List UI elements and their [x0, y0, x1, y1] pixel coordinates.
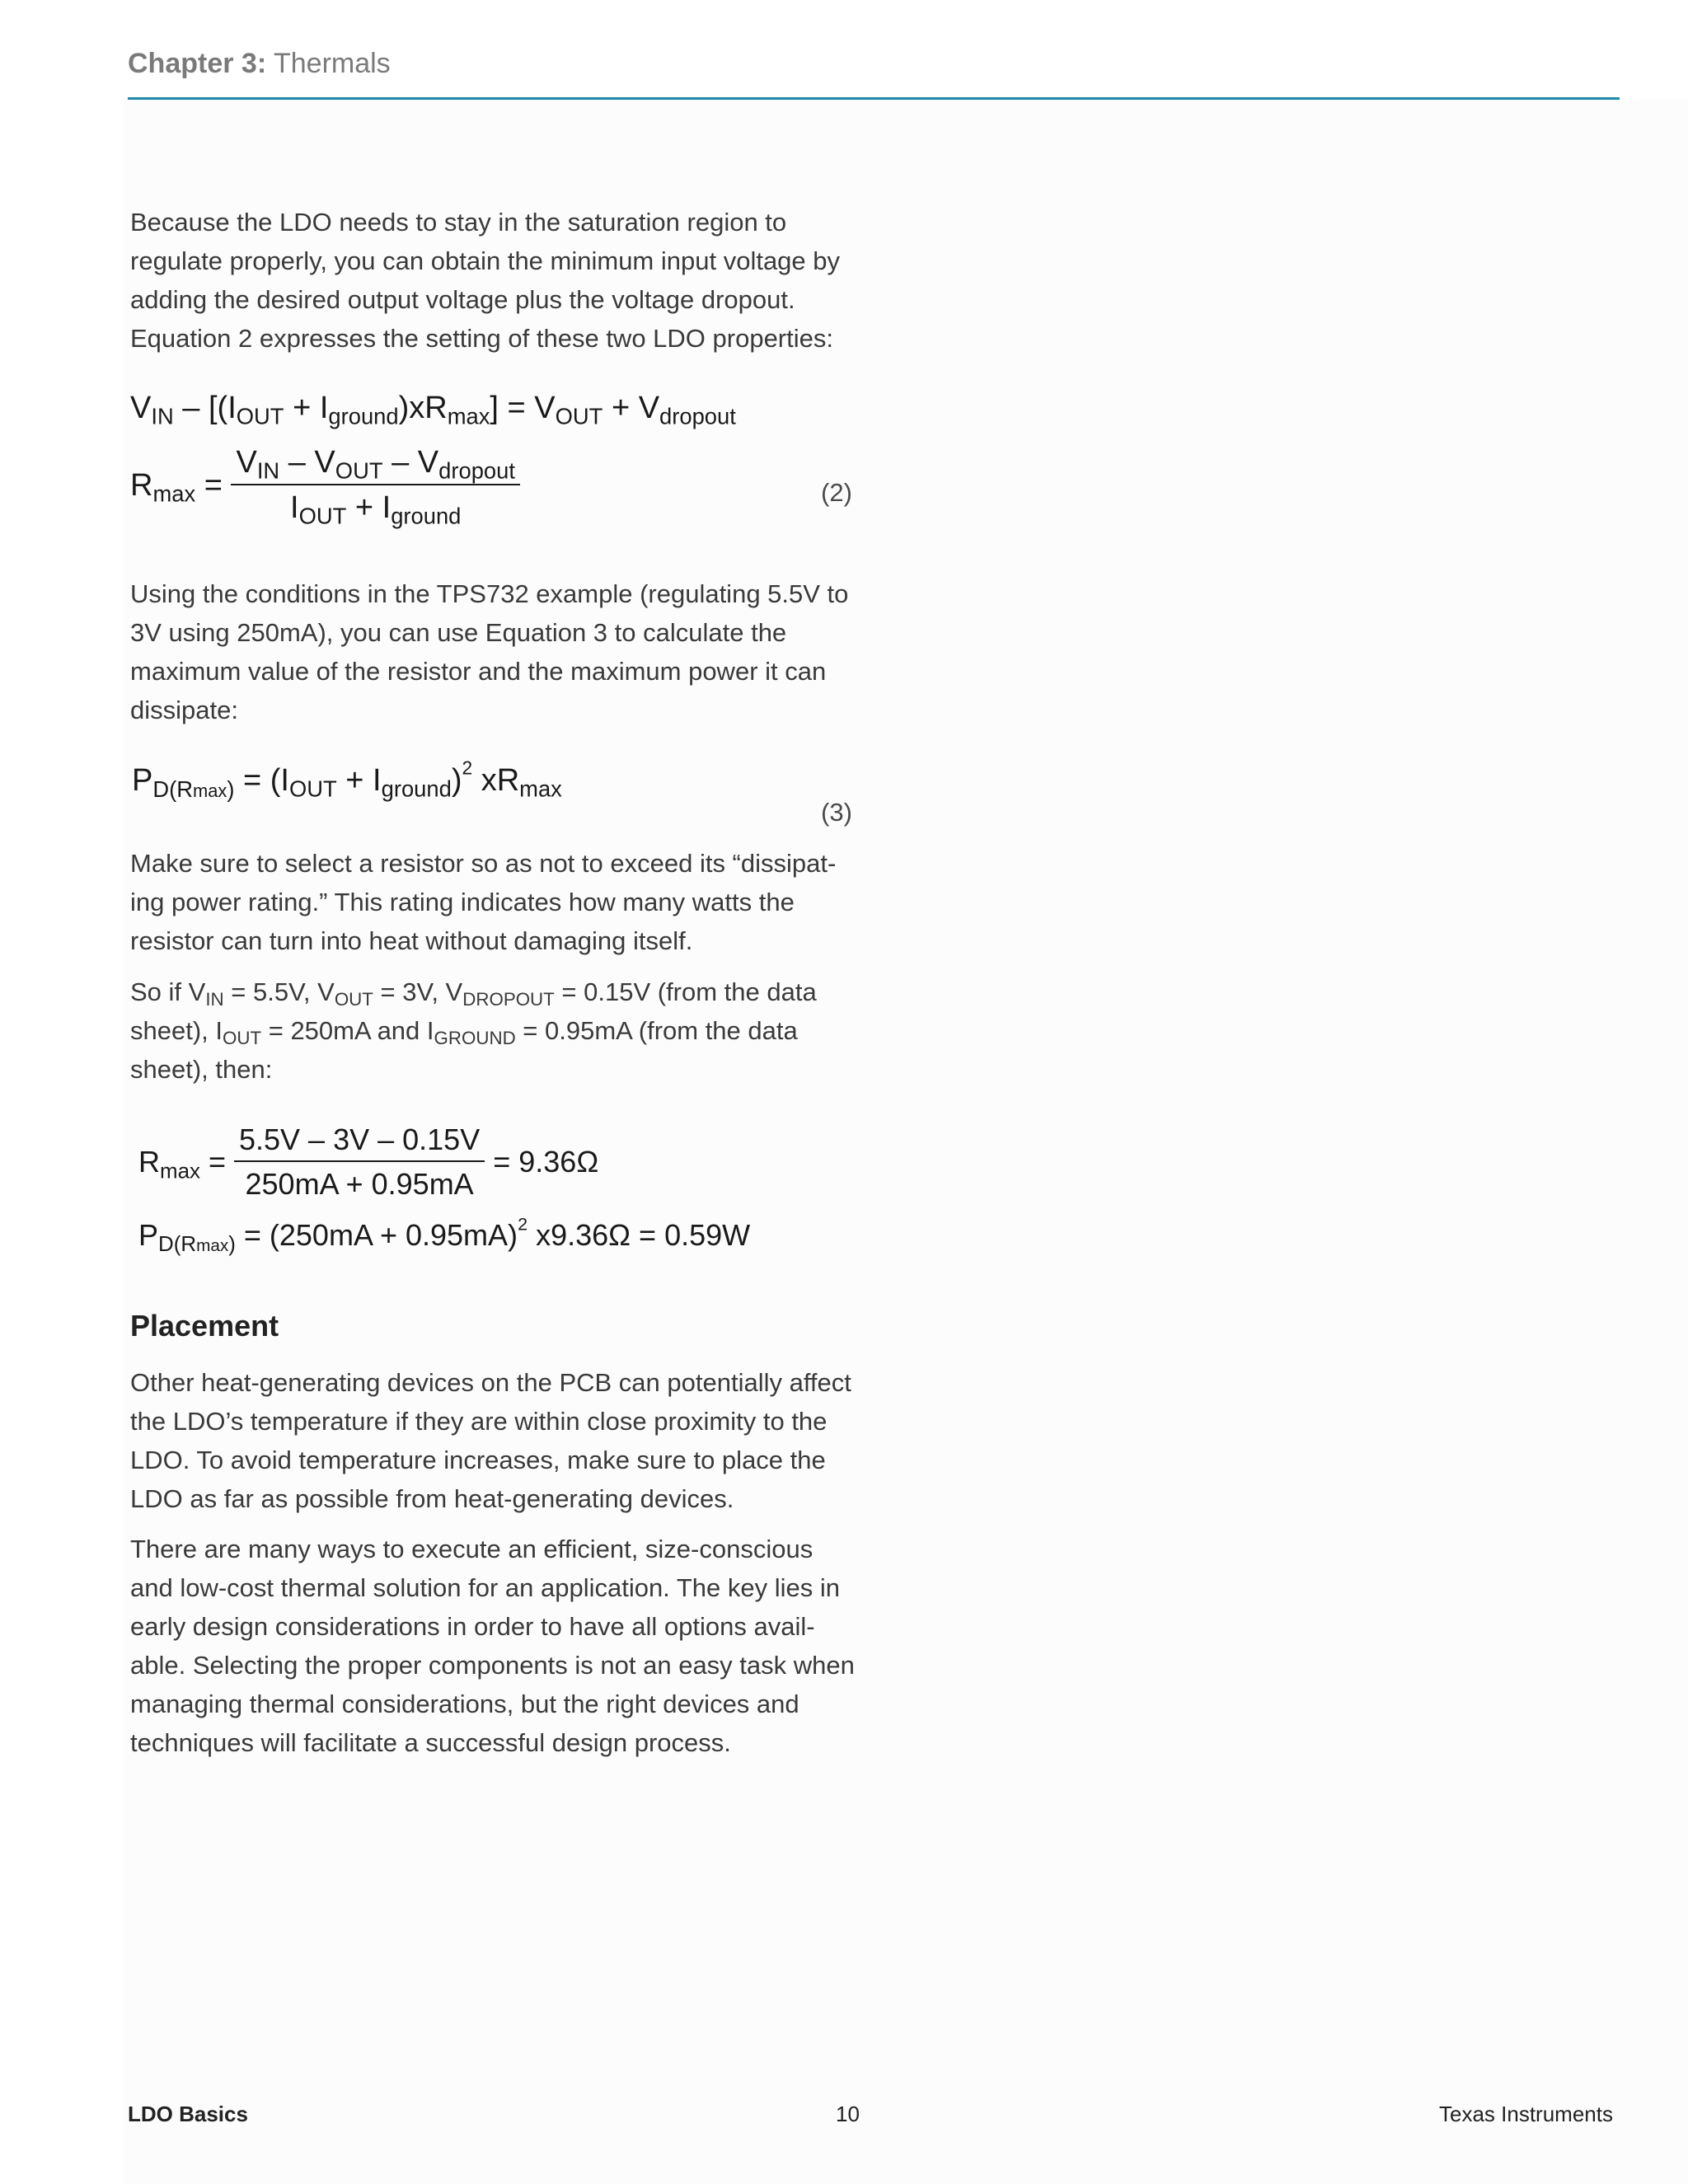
calc-denominator: 250mA + 0.95mA: [245, 1167, 474, 1201]
paragraph-4-block: [130, 972, 856, 1089]
paragraph-4: So if $V_{IN} = 5.5V$, $V_{OUT} = 3V$, $V_{DROPOUT} = 0.15V$ (from the data sheet), $I_{OUT} = 250mA$ and $I_{GROUND} = 0.95mA$ (from the data sheet), then:: [130, 977, 817, 1084]
power-calc-expression: = (250mA + 0.95mA): [243, 1218, 518, 1252]
paragraph-3-block: [130, 844, 856, 960]
chapter-title: Thermals: [273, 48, 391, 79]
paragraph-6: There are many ways to execute an efficient, size-conscious and low-cost thermal solution for an application. The key lies in early design considerations in order to have all options avail-able. Selecting the proper components is not an easy task when managing thermal considerations, but the right devices and techniques will facilitate a successful design process.: [130, 1535, 855, 1757]
paragraph-2: Using the conditions in the TPS732 example (regulating 5.5V to 3V using 250mA), you can use Equation 3 to calculate the maximum value of the resistor and the maximum power it can dissipate:: [130, 579, 849, 724]
equation-2-line-1: $V_{IN} - [(I_{OUT} + I_{ground})xR_{max}] = V_{OUT} + V_{dropout}$: [130, 391, 736, 429]
equation-2-fraction: $\frac{V_{IN} - V_{OUT} - V_{dropout}}{I_{OUT} + I_{ground}}$: [231, 445, 520, 526]
paragraph-5-block: [130, 1363, 856, 1518]
chapter-header: [128, 48, 391, 80]
paragraph-6-block: [130, 1530, 856, 1762]
equation-3-number: (3): [821, 798, 852, 827]
chapter-label: Chapter 3:: [128, 48, 267, 79]
calc-numerator: 5.5V – 3V – 0.15V: [234, 1122, 485, 1162]
footer-left: LDO Basics: [128, 2102, 248, 2126]
equation-3: $P_{D(Rmax)} = (I_{OUT} + I_{ground})^2$ $xR_{max}$: [132, 757, 562, 802]
paragraph-5: Other heat-generating devices on the PCB can potentially affect the LDO’s temperature if they are within close proximity to the LDO. To avoid temperature increases, make sure to place the LDO as far as possible from heat-generating devices.: [130, 1368, 851, 1513]
footer-right: Texas Instruments: [1439, 2102, 1613, 2126]
section-heading: Placement: [130, 1309, 279, 1343]
paragraph-3: Make sure to select a resistor so as not to exceed its “dissipat-ing power rating.” This rating indicates how many watts the resistor can turn into heat without damaging itself.: [130, 849, 837, 955]
resistor-calculation: $R_{max}$ = $\frac{5.5V - 3V - 0.15V}{250mA + 0.95mA}$ = 9.36Ω: [138, 1122, 599, 1201]
equation-2-line-2: $R_{max}$ = $\frac{V_{IN} - V_{OUT} - V_{dropout}}{I_{OUT} + I_{ground}}$: [130, 445, 520, 526]
paragraph-2-block: [130, 574, 856, 729]
paragraph-1: Because the LDO needs to stay in the saturation region to regulate properly, you can obtain the minimum input voltage by adding the desired output voltage plus the voltage dropout. Equation 2 expresses the setting of these two LDO properties:: [130, 208, 841, 353]
paragraph-1-block: [130, 203, 856, 358]
page-number: 10: [836, 2102, 860, 2126]
power-calculation: $P_{D(Rmax)} = (250mA + 0.95mA)^2$ x9.36Ω = 0.59W: [138, 1213, 751, 1257]
resistor-calculation-fraction: [234, 1122, 485, 1202]
calc-result: = 9.36Ω: [493, 1145, 599, 1179]
equation-2-number: (2): [821, 478, 852, 507]
header-divider: [128, 97, 1620, 100]
